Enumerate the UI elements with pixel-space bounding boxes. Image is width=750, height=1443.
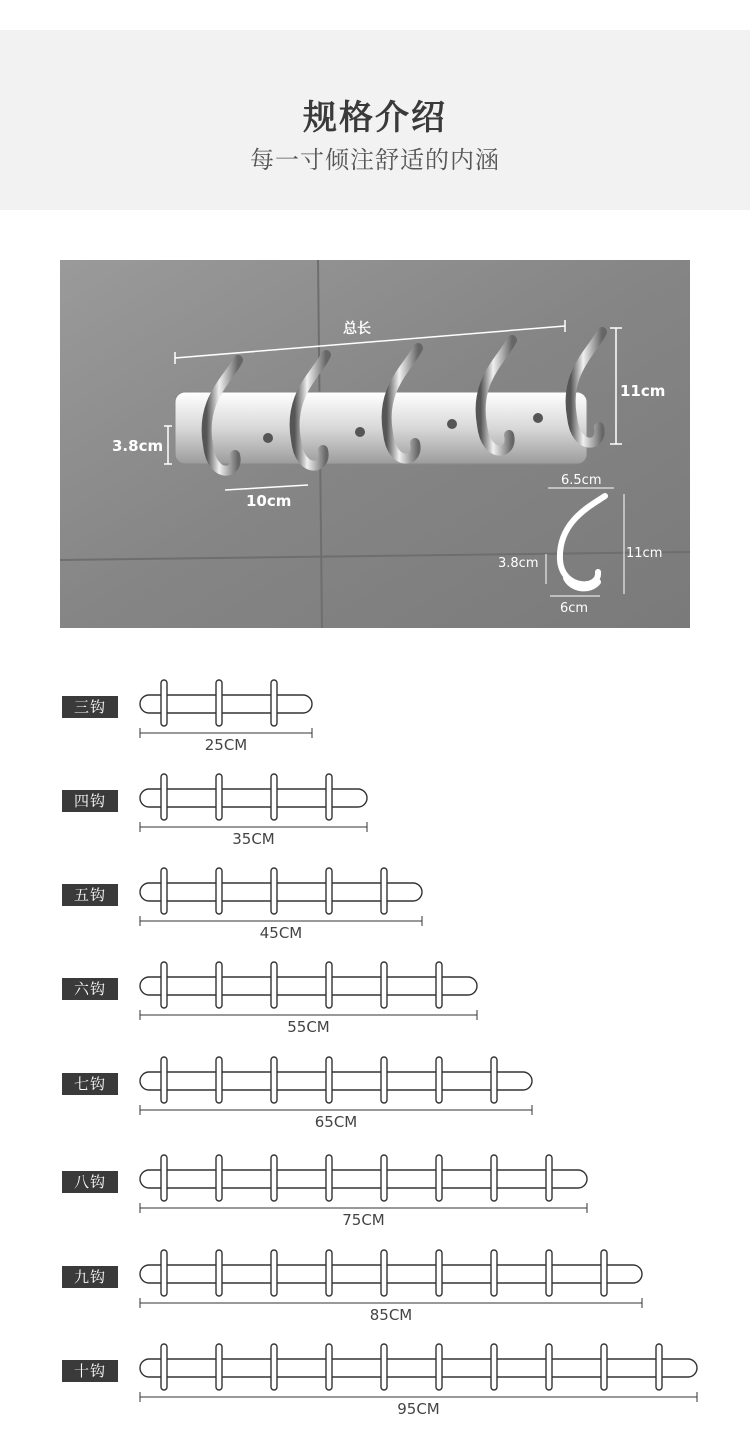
hook-icon	[271, 1155, 277, 1201]
hook-icon	[216, 1250, 222, 1296]
hook-icon	[326, 1155, 332, 1201]
hook-icon	[436, 1155, 442, 1201]
hook-icon	[326, 868, 332, 914]
rail-bar	[140, 1170, 587, 1188]
hook-icon	[161, 680, 167, 726]
hook-count-badge: 五钩	[62, 884, 118, 906]
hook-icon	[381, 1155, 387, 1201]
length-label: 45CM	[259, 924, 303, 942]
page-subtitle: 每一寸倾注舒适的内涵	[250, 146, 500, 174]
hook-rail-diagram	[0, 678, 750, 758]
hook-icon	[436, 1250, 442, 1296]
hook-icon	[216, 962, 222, 1008]
hook-icon	[271, 962, 277, 1008]
hook-icon	[381, 1250, 387, 1296]
total-length-label: 总长	[343, 321, 371, 337]
rail-bar	[140, 1359, 697, 1377]
spec-row	[0, 1248, 750, 1328]
hook-icon	[326, 1344, 332, 1390]
hook-icon	[326, 962, 332, 1008]
spec-row	[0, 960, 750, 1040]
hook-count-badge: 七钩	[62, 1073, 118, 1095]
hook-icon	[381, 962, 387, 1008]
rail-bar	[140, 883, 422, 901]
hook-icon	[326, 1057, 332, 1103]
hook-icon	[271, 774, 277, 820]
spec-row	[0, 866, 750, 946]
hook-icon	[546, 1155, 552, 1201]
hook-count-badge: 四钩	[62, 790, 118, 812]
hook-rail-diagram	[0, 866, 750, 946]
hook-icon	[326, 1250, 332, 1296]
hook-icon	[161, 774, 167, 820]
hook-icon	[216, 680, 222, 726]
hook-icon	[216, 1057, 222, 1103]
spec-row	[0, 772, 750, 852]
height-label: 11cm	[620, 382, 666, 400]
hook-icon	[161, 868, 167, 914]
hook-icon	[491, 1155, 497, 1201]
hook-count-badge: 九钩	[62, 1266, 118, 1288]
spacing-label: 10cm	[246, 492, 292, 510]
hook-width-bottom-label: 6cm	[560, 601, 589, 616]
hook-icon	[326, 774, 332, 820]
hook-icon	[271, 1344, 277, 1390]
length-label: 55CM	[287, 1018, 330, 1036]
hook-icon	[216, 774, 222, 820]
hook-count-badge: 十钩	[62, 1360, 118, 1382]
length-label: 75CM	[342, 1211, 385, 1229]
hook-depth-label: 3.8cm	[498, 556, 539, 571]
length-label: 35CM	[232, 830, 275, 848]
hook-icon	[161, 1057, 167, 1103]
spec-row	[0, 1153, 750, 1233]
hook-icon	[381, 868, 387, 914]
rail-bar	[140, 789, 367, 807]
spec-row	[0, 678, 750, 758]
hook-width-top-label: 6.5cm	[561, 473, 602, 488]
hook-icon	[381, 1057, 387, 1103]
length-label: 25CM	[204, 736, 248, 754]
hook-icon	[216, 1155, 222, 1201]
hook-icon	[161, 1250, 167, 1296]
hook-count-badge: 三钩	[62, 696, 118, 718]
hook-icon	[216, 1344, 222, 1390]
hook-icon	[216, 868, 222, 914]
hook-icon	[161, 1155, 167, 1201]
hook-rail-diagram	[0, 960, 750, 1040]
hook-rail-diagram	[0, 772, 750, 852]
hook-count-badge: 八钩	[62, 1171, 118, 1193]
hook-icon	[271, 1057, 277, 1103]
hook-icon	[381, 1344, 387, 1390]
hook-icon	[656, 1344, 662, 1390]
hook-height-label: 11cm	[626, 546, 663, 561]
plate-height-label: 3.8cm	[112, 437, 164, 455]
hook-icon	[271, 1250, 277, 1296]
hook-count-badge: 六钩	[62, 978, 118, 1000]
rail-bar	[140, 1072, 532, 1090]
spec-row	[0, 1342, 750, 1422]
hook-icon	[491, 1344, 497, 1390]
hook-icon	[491, 1057, 497, 1103]
length-label: 95CM	[397, 1400, 440, 1418]
hook-icon	[271, 868, 277, 914]
hook-icon	[546, 1250, 552, 1296]
hook-icon	[161, 962, 167, 1008]
hook-icon	[436, 1057, 442, 1103]
hook-icon	[601, 1250, 607, 1296]
product-photo-drawing	[60, 260, 690, 628]
product-photo	[60, 260, 690, 628]
rail-bar	[140, 977, 477, 995]
length-label: 85CM	[369, 1306, 413, 1324]
spec-row	[0, 1055, 750, 1135]
hook-icon	[436, 962, 442, 1008]
hook-icon	[491, 1250, 497, 1296]
hook-icon	[161, 1344, 167, 1390]
page-title: 规格介绍	[303, 98, 447, 138]
hook-icon	[436, 1344, 442, 1390]
hook-icon	[601, 1344, 607, 1390]
length-label: 65CM	[314, 1113, 358, 1131]
hook-icon	[546, 1344, 552, 1390]
hook-icon	[271, 680, 277, 726]
